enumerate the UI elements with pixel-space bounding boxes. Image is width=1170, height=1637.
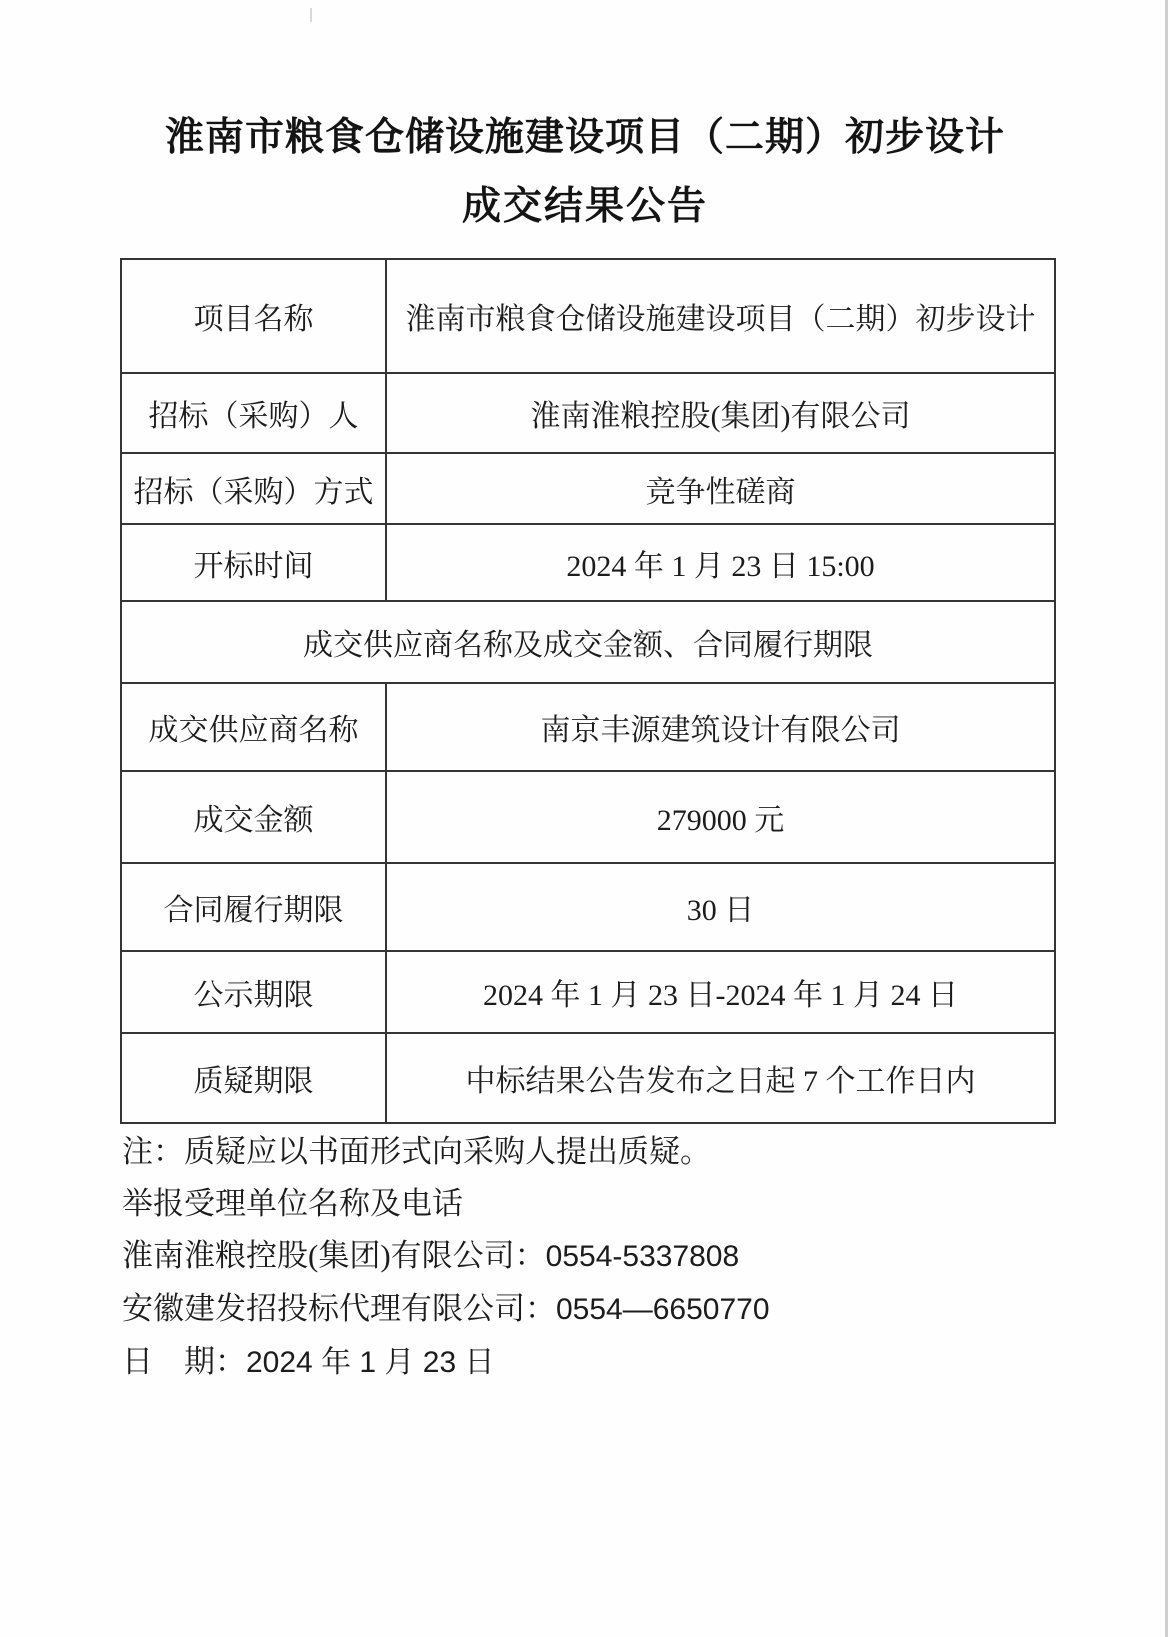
table-row-supplier-name: [121, 683, 1055, 771]
row-value: 2024 年 1 月 23 日-2024 年 1 月 24 日: [386, 951, 1055, 1033]
row-value: 竞争性磋商: [386, 453, 1055, 524]
row-value: 淮南淮粮控股(集团)有限公司: [386, 373, 1055, 453]
row-label: 招标（采购）方式: [121, 453, 386, 524]
table-row-query-period: [121, 1033, 1055, 1123]
table-row-section-header: [121, 601, 1055, 683]
contact-2-phone: 0554—6650770: [556, 1293, 770, 1326]
table-row-procurement-method: [121, 453, 1055, 524]
table-row-publicity-period: [121, 951, 1055, 1033]
row-value: 2024 年 1 月 23 日 15:00: [386, 524, 1055, 601]
contact-2-name: 安徽建发招投标代理有限公司：: [122, 1291, 556, 1326]
footer-notes: [122, 1126, 1052, 1389]
contact-line-2: [122, 1283, 1052, 1336]
row-label: 成交金额: [121, 771, 386, 863]
row-label: 质疑期限: [121, 1033, 386, 1123]
scan-edge-line: [1165, 0, 1168, 1637]
row-value: 30 日: [386, 863, 1055, 951]
row-value: 279000 元: [386, 771, 1055, 863]
table-row-transaction-amount: [121, 771, 1055, 863]
row-value: 南京丰源建筑设计有限公司: [386, 683, 1055, 771]
table-row-contract-period: [121, 863, 1055, 951]
row-label: 合同履行期限: [121, 863, 386, 951]
note-line: 注：质疑应以书面形式向采购人提出质疑。: [122, 1134, 711, 1169]
row-label: 公示期限: [121, 951, 386, 1033]
date-label: 日 期：: [122, 1344, 246, 1379]
date-line: [122, 1336, 1052, 1389]
report-heading-line: 举报受理单位名称及电话: [122, 1186, 463, 1221]
date-value: 2024 年 1 月 23 日: [246, 1346, 495, 1379]
table-row-bid-opening-time: [121, 524, 1055, 601]
contact-line-1: [122, 1230, 1052, 1283]
row-label: 成交供应商名称: [121, 683, 386, 771]
row-value: 中标结果公告发布之日起 7 个工作日内: [386, 1033, 1055, 1123]
contact-1-name: 淮南淮粮控股(集团)有限公司：: [122, 1238, 546, 1273]
table-row-project-name: [121, 259, 1055, 373]
contact-1-phone: 0554-5337808: [545, 1240, 740, 1273]
row-label: 项目名称: [121, 259, 386, 373]
row-value: 淮南市粮食仓储设施建设项目（二期）初步设计: [386, 259, 1055, 373]
result-table: [120, 258, 1056, 1124]
scan-artifact: [310, 8, 312, 22]
document-title-line1: 淮南市粮食仓储设施建设项目（二期）初步设计: [164, 116, 1005, 159]
row-label: 招标（采购）人: [121, 373, 386, 453]
document-title-line2: 成交结果公告: [461, 185, 708, 228]
row-label: 开标时间: [121, 524, 386, 601]
section-header-cell: 成交供应商名称及成交金额、合同履行期限: [121, 601, 1055, 683]
table-row-purchaser: [121, 373, 1055, 453]
